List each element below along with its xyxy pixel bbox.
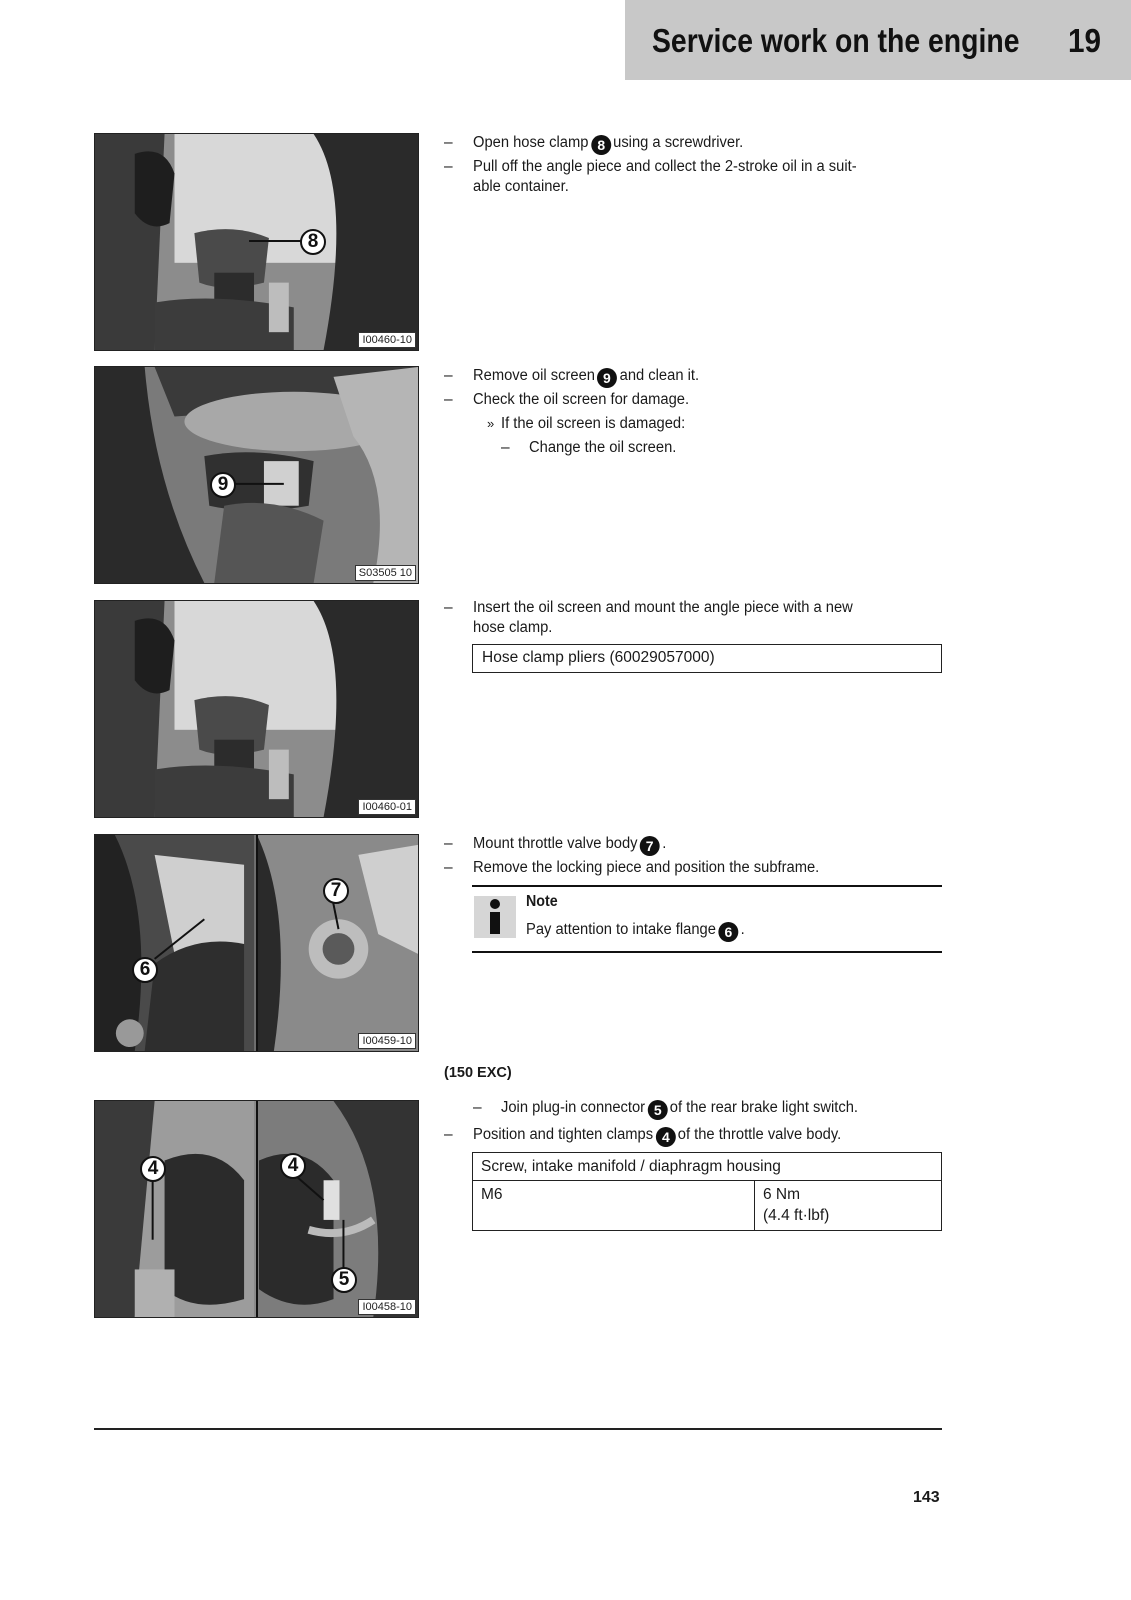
step-pull-off-line1: Pull off the angle piece and collect the 2-stroke oil in a suit- [473, 158, 857, 175]
callout-6: 6 [132, 957, 158, 983]
photo-code: I00458-10 [358, 1299, 416, 1315]
note-top-rule [472, 885, 942, 887]
ref-bullet-4: 4 [655, 1127, 675, 1147]
photo-oil-screen [94, 366, 419, 584]
step-remove-oil-screen [473, 366, 699, 388]
step-remove-locking-piece: Remove the locking piece and position the subframe. [473, 859, 820, 876]
variant-heading: (150 EXC) [444, 1065, 512, 1081]
step-tighten-clamps [473, 1125, 841, 1147]
page-number: 143 [913, 1489, 940, 1506]
ref-bullet-6: 6 [718, 922, 738, 942]
step-dash: – [501, 439, 510, 456]
step-change-oil-screen: Change the oil screen. [529, 439, 677, 456]
photo-hose-clamp [94, 133, 419, 351]
note-heading: Note [526, 893, 558, 910]
step-dash: – [444, 391, 453, 408]
spec-header: Screw, intake manifold / diaphragm housing [473, 1153, 942, 1181]
photo-angle-piece [94, 600, 419, 818]
step-text: and clean it. [619, 367, 700, 384]
step-dash: – [444, 1126, 453, 1143]
info-icon [474, 896, 516, 938]
spec-torque-metric: 6 Nm [763, 1186, 801, 1203]
ref-bullet-9: 9 [597, 368, 617, 388]
condition-damaged: If the oil screen is damaged: [501, 415, 686, 432]
photo-throttle-body [94, 834, 419, 1052]
step-insert-oil-screen-line2: hose clamp. [473, 619, 553, 636]
step-dash: – [444, 134, 453, 151]
step-join-connector [501, 1098, 858, 1120]
ref-bullet-7: 7 [640, 836, 660, 856]
step-text: Open hose clamp [473, 134, 589, 151]
step-text: Position and tighten clamps [473, 1126, 654, 1143]
step-dash: – [444, 599, 453, 616]
step-text: . [662, 835, 667, 852]
step-text: Remove oil screen [473, 367, 595, 384]
spec-torque [755, 1181, 942, 1231]
torque-spec-table [472, 1152, 942, 1231]
photo-code: S03505 10 [355, 565, 416, 581]
note-text [526, 920, 745, 942]
step-dash: – [444, 158, 453, 175]
photo-divider [256, 835, 258, 1051]
spec-thread: M6 [473, 1181, 755, 1231]
step-open-hose-clamp [473, 133, 743, 155]
callout-4: 4 [140, 1156, 166, 1182]
note-text-part: Pay attention to intake flange [526, 921, 716, 938]
chapter-number: 19 [1068, 22, 1102, 59]
step-check-oil-screen: Check the oil screen for damage. [473, 391, 690, 408]
note-bottom-rule [472, 951, 942, 953]
photo-divider [256, 1101, 258, 1317]
ref-bullet-8: 8 [591, 135, 611, 155]
step-text: using a screwdriver. [613, 134, 744, 151]
step-insert-oil-screen-line1: Insert the oil screen and mount the angle piece with a new [473, 599, 853, 616]
photo-code: I00460-01 [358, 799, 416, 815]
step-dash: – [444, 859, 453, 876]
spec-torque-imperial: (4.4 ft·lbf) [763, 1207, 830, 1224]
note-text-part: . [740, 921, 745, 938]
step-dash: – [444, 367, 453, 384]
step-mount-throttle-body [473, 834, 666, 856]
table-row [473, 1181, 942, 1231]
step-pull-off-line2: able container. [473, 178, 569, 195]
callout-8: 8 [300, 229, 326, 255]
callout-5: 5 [331, 1267, 357, 1293]
step-dash: – [473, 1099, 482, 1116]
photo-clamps-connector [94, 1100, 419, 1318]
tool-reference: Hose clamp pliers (60029057000) [472, 644, 942, 673]
step-text: Join plug-in connector [501, 1099, 646, 1116]
ref-bullet-5: 5 [647, 1100, 667, 1120]
condition-marker: » [487, 416, 495, 431]
photo-code: I00459-10 [358, 1033, 416, 1049]
step-text: of the rear brake light switch. [669, 1099, 859, 1116]
step-dash: – [444, 835, 453, 852]
callout-9: 9 [210, 472, 236, 498]
step-text: Mount throttle valve body [473, 835, 638, 852]
table-row [473, 1153, 942, 1181]
chapter-title: Service work on the engine [652, 22, 1020, 59]
step-text: of the throttle valve body. [677, 1126, 842, 1143]
callout-4: 4 [280, 1153, 306, 1179]
photo-code: I00460-10 [358, 332, 416, 348]
footer-rule [94, 1428, 942, 1430]
callout-7: 7 [323, 878, 349, 904]
